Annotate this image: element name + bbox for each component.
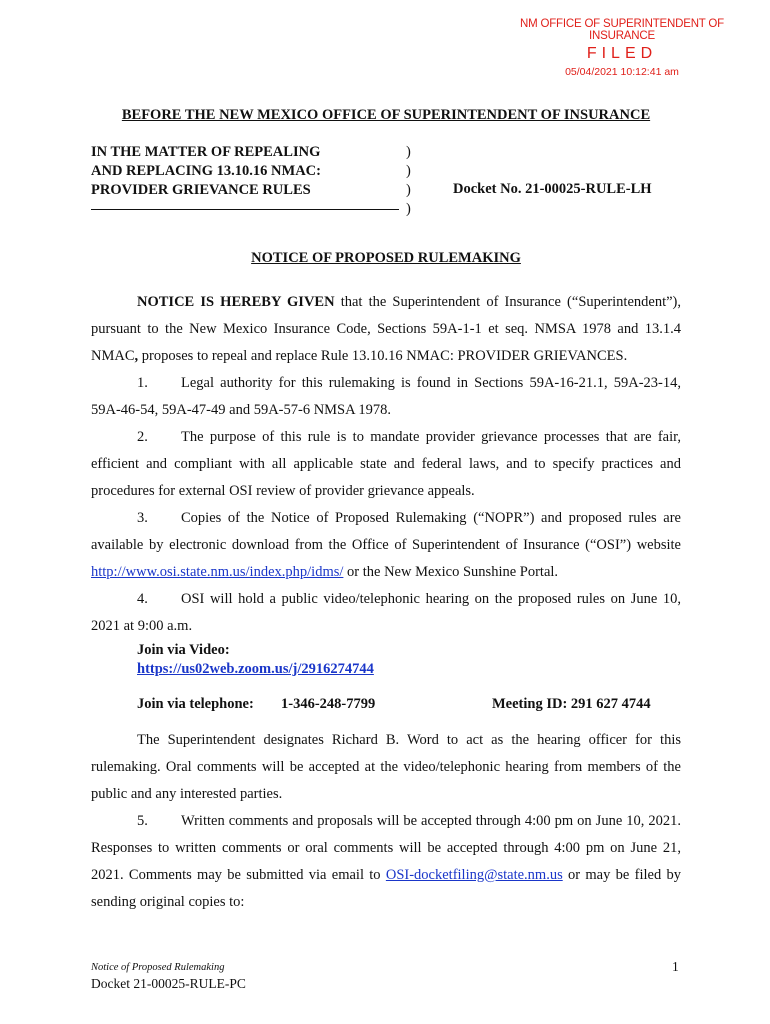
filed-stamp xyxy=(492,18,752,78)
stamp-datetime: 05/04/2021 10:12:41 am xyxy=(565,66,679,78)
zoom-link[interactable]: https://us02web.zoom.us/j/2916274744 xyxy=(137,661,374,677)
item-4 xyxy=(91,586,681,640)
telephone-number: 1-346-248-7799 xyxy=(281,696,376,712)
osi-website-link[interactable]: http://www.osi.state.nm.us/index.php/idms/ xyxy=(91,564,344,580)
item-5-text: Written comments and proposals will be accepted through 4:00 pm on June 10, 2021. Responses to written comments or oral comments will be accepted through 4:00 pm on June 21, 2021. Comments may be submitted via email to xyxy=(91,813,681,883)
paren-4: ) xyxy=(406,201,411,217)
document-heading: BEFORE THE NEW MEXICO OFFICE OF SUPERINTENDENT OF INSURANCE xyxy=(121,107,651,123)
join-video-block xyxy=(137,641,374,679)
notice-title: NOTICE OF PROPOSED RULEMAKING xyxy=(251,250,521,266)
stamp-agency: NM OFFICE OF SUPERINTENDENT OF INSURANCE xyxy=(520,18,724,42)
caption-underline xyxy=(91,209,399,210)
intro-text-2: proposes to repeal and replace Rule 13.10.16 NMAC: PROVIDER GRIEVANCES. xyxy=(138,348,628,364)
item-2-text: The purpose of this rule is to mandate provider grievance processes that are fair, efficient and compliant with all applicable state and federal laws, and to specify practices and procedures for external OSI review of provider grievance appeals. xyxy=(91,429,681,499)
item-3-number: 3. xyxy=(137,510,148,526)
hearing-officer-paragraph xyxy=(91,727,681,808)
item-4-number: 4. xyxy=(137,591,148,607)
footer-docket: Docket 21-00025-RULE-PC xyxy=(91,976,246,991)
join-video-label: Join via Video: xyxy=(137,642,230,658)
caption-parens xyxy=(406,143,411,219)
stamp-filed: FILED xyxy=(586,45,658,62)
paren-1: ) xyxy=(406,144,411,160)
caption-line-3: PROVIDER GRIEVANCE RULES xyxy=(91,182,311,198)
item-2-number: 2. xyxy=(137,429,148,445)
item-3 xyxy=(91,505,681,586)
meeting-id: Meeting ID: 291 627 4744 xyxy=(492,696,651,712)
page-number: 1 xyxy=(672,959,679,974)
footer-title: Notice of Proposed Rulemaking xyxy=(91,962,225,973)
docketfiling-email-link[interactable]: OSI-docketfiling@state.nm.us xyxy=(385,867,563,883)
item-2 xyxy=(91,424,681,505)
notice-lead: NOTICE IS HEREBY GIVEN xyxy=(137,294,335,310)
item-5-after: or may be filed by sending original copies to: xyxy=(91,867,681,910)
item-1 xyxy=(91,370,681,424)
caption-line-1: IN THE MATTER OF REPEALING xyxy=(91,144,321,160)
caption-line-2: AND REPLACING 13.10.16 NMAC: xyxy=(91,163,321,179)
item-1-number: 1. xyxy=(137,375,148,391)
hearing-officer-text: The Superintendent designates Richard B. Word to act as the hearing officer for this rulemaking. Oral comments will be accepted at the video/telephonic hearing from members of the public and any interested parties. xyxy=(91,732,681,802)
docket-number: Docket No. 21-00025-RULE-LH xyxy=(453,181,652,197)
paren-2: ) xyxy=(406,163,411,179)
case-caption xyxy=(91,143,321,200)
item-5-number: 5. xyxy=(137,813,148,829)
intro-comma: , xyxy=(134,348,139,364)
item-5 xyxy=(91,808,681,916)
paren-3: ) xyxy=(406,182,411,198)
item-3-text: Copies of the Notice of Proposed Rulemaking (“NOPR”) and proposed rules are available by electronic download from the Office of Superintendent of Insurance (“OSI”) website xyxy=(91,510,681,553)
item-4-text: OSI will hold a public video/telephonic hearing on the proposed rules on June 10, 2021 at 9:00 a.m. xyxy=(91,591,681,634)
item-3-after: or the New Mexico Sunshine Portal. xyxy=(343,564,559,580)
join-telephone-label: Join via telephone: xyxy=(137,696,254,712)
intro-paragraph xyxy=(91,289,681,370)
item-1-text: Legal authority for this rulemaking is found in Sections 59A-16-21.1, 59A-23-14, 59A-46-54, 59A-47-49 and 59A-57-6 NMSA 1978. xyxy=(91,375,681,418)
intro-text-1: that the Superintendent of Insurance (“Superintendent”), pursuant to the New Mexico Insurance Code, Sections 59A-1-1 et seq. NMSA 1978 and 13.1.4 NMAC xyxy=(91,294,681,364)
